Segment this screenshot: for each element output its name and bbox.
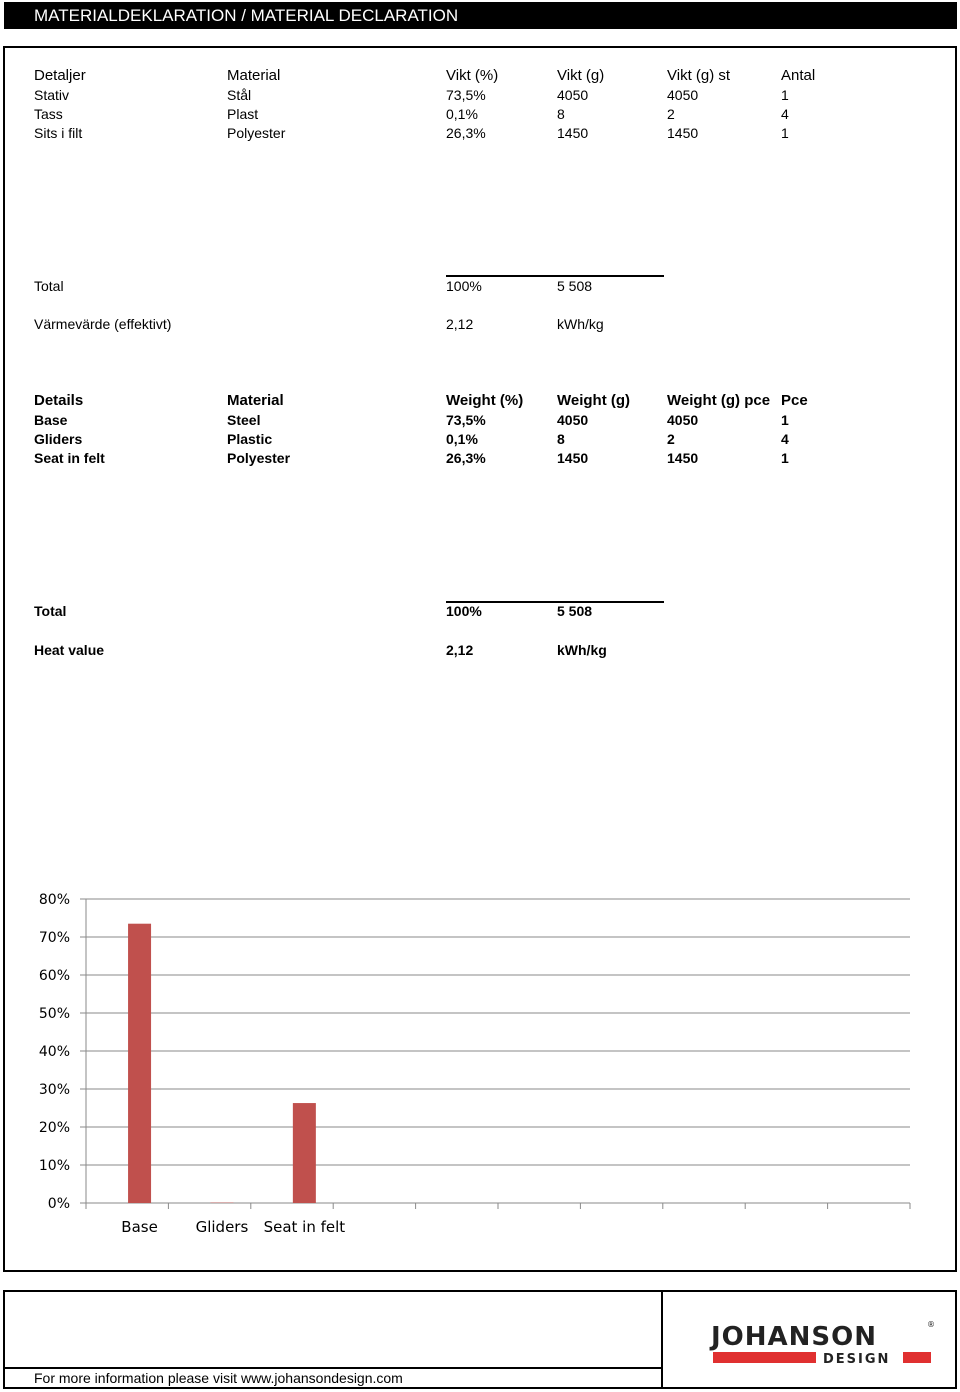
table-cell: 26,3%: [446, 450, 486, 466]
column-header: Material: [227, 392, 284, 409]
footer-divider: [3, 1367, 663, 1369]
table-cell: Seat in felt: [34, 450, 105, 466]
table-cell: Base: [34, 412, 68, 428]
table-cell: 1: [781, 125, 789, 141]
total-label: Total: [34, 603, 67, 619]
table-cell: Tass: [34, 106, 63, 122]
column-header: Vikt (g) st: [667, 67, 731, 84]
johanson-design-logo: [705, 1315, 940, 1375]
heat-value: 2,12: [446, 316, 474, 332]
total-weight: 5 508: [557, 278, 593, 294]
y-tick-label: 20%: [38, 1120, 70, 1136]
table-cell: 4: [781, 106, 789, 122]
table-cell: 26,3%: [446, 125, 486, 141]
logo-accent-bar: [713, 1352, 816, 1363]
column-header: Detaljer: [34, 67, 86, 84]
total-weight: 5 508: [557, 603, 593, 619]
y-tick-label: 80%: [38, 892, 70, 908]
table-cell: 0,1%: [446, 431, 478, 447]
y-tick-label: 0%: [47, 1196, 70, 1212]
column-header: Weight (g) pce: [667, 392, 771, 409]
bar: [293, 1103, 316, 1203]
total-percent: 100%: [446, 278, 482, 294]
y-tick-label: 30%: [38, 1082, 70, 1098]
column-header: Weight (%): [446, 392, 524, 409]
footer-info-text: For more information please visit www.johansondesign.com: [34, 1370, 403, 1386]
x-category-label: Gliders: [195, 1218, 249, 1236]
page-title: MATERIALDEKLARATION / MATERIAL DECLARATION: [4, 2, 957, 29]
heat-unit: kWh/kg: [557, 642, 607, 658]
column-header: Material: [227, 67, 281, 84]
table-cell: 4050: [557, 412, 589, 428]
table-cell: 2: [667, 106, 675, 122]
heat-label: Värmevärde (effektivt): [34, 316, 172, 332]
table-cell: Polyester: [227, 125, 286, 141]
x-category-label: Seat in felt: [263, 1218, 346, 1236]
column-header: Pce: [781, 392, 808, 409]
y-tick-label: 70%: [38, 930, 70, 946]
heat-label: Heat value: [34, 642, 105, 658]
total-label: Total: [34, 278, 64, 294]
heat-value: 2,12: [446, 642, 474, 658]
column-header: Vikt (g): [557, 67, 605, 84]
y-tick-label: 60%: [38, 968, 70, 984]
table-cell: Sits i filt: [34, 125, 83, 141]
table-cell: 1450: [667, 125, 699, 141]
table-cell: Plastic: [227, 431, 273, 447]
table-cell: Steel: [227, 412, 261, 428]
table-cell: 1450: [557, 125, 589, 141]
table-cell: 8: [557, 431, 565, 447]
logo-accent-bar: [903, 1352, 931, 1363]
column-header: Vikt (%): [446, 67, 499, 84]
table-cell: 1: [781, 412, 789, 428]
heat-unit: kWh/kg: [557, 316, 604, 332]
table-cell: 1: [781, 87, 789, 103]
total-percent: 100%: [446, 603, 482, 619]
logo-registered-mark: ®: [927, 1320, 935, 1329]
table-cell: 4: [781, 431, 789, 447]
table-cell: Plast: [227, 106, 259, 122]
footer-divider: [661, 1290, 663, 1389]
column-header: Antal: [781, 67, 816, 84]
x-category-label: Base: [121, 1218, 158, 1236]
table-cell: 4050: [557, 87, 589, 103]
table-cell: 1: [781, 450, 789, 466]
table-cell: 73,5%: [446, 412, 486, 428]
y-tick-label: 50%: [38, 1006, 70, 1022]
table-cell: 1450: [667, 450, 699, 466]
column-header: Weight (g): [557, 392, 631, 409]
column-header: Details: [34, 392, 84, 409]
table-cell: 0,1%: [446, 106, 478, 122]
bar: [128, 924, 151, 1203]
table-cell: 4050: [667, 87, 699, 103]
table-cell: Polyester: [227, 450, 291, 466]
table-cell: Stativ: [34, 87, 70, 103]
table-cell: Gliders: [34, 431, 83, 447]
table-cell: Stål: [227, 87, 252, 103]
y-tick-label: 10%: [38, 1158, 70, 1174]
y-tick-label: 40%: [38, 1044, 70, 1060]
logo-subtitle: DESIGN: [823, 1352, 891, 1367]
table-cell: 8: [557, 106, 565, 122]
table-cell: 2: [667, 431, 675, 447]
table-cell: 4050: [667, 412, 699, 428]
table-cell: 1450: [557, 450, 589, 466]
table-cell: 73,5%: [446, 87, 486, 103]
logo-wordmark: JOHANSON: [711, 1322, 878, 1352]
